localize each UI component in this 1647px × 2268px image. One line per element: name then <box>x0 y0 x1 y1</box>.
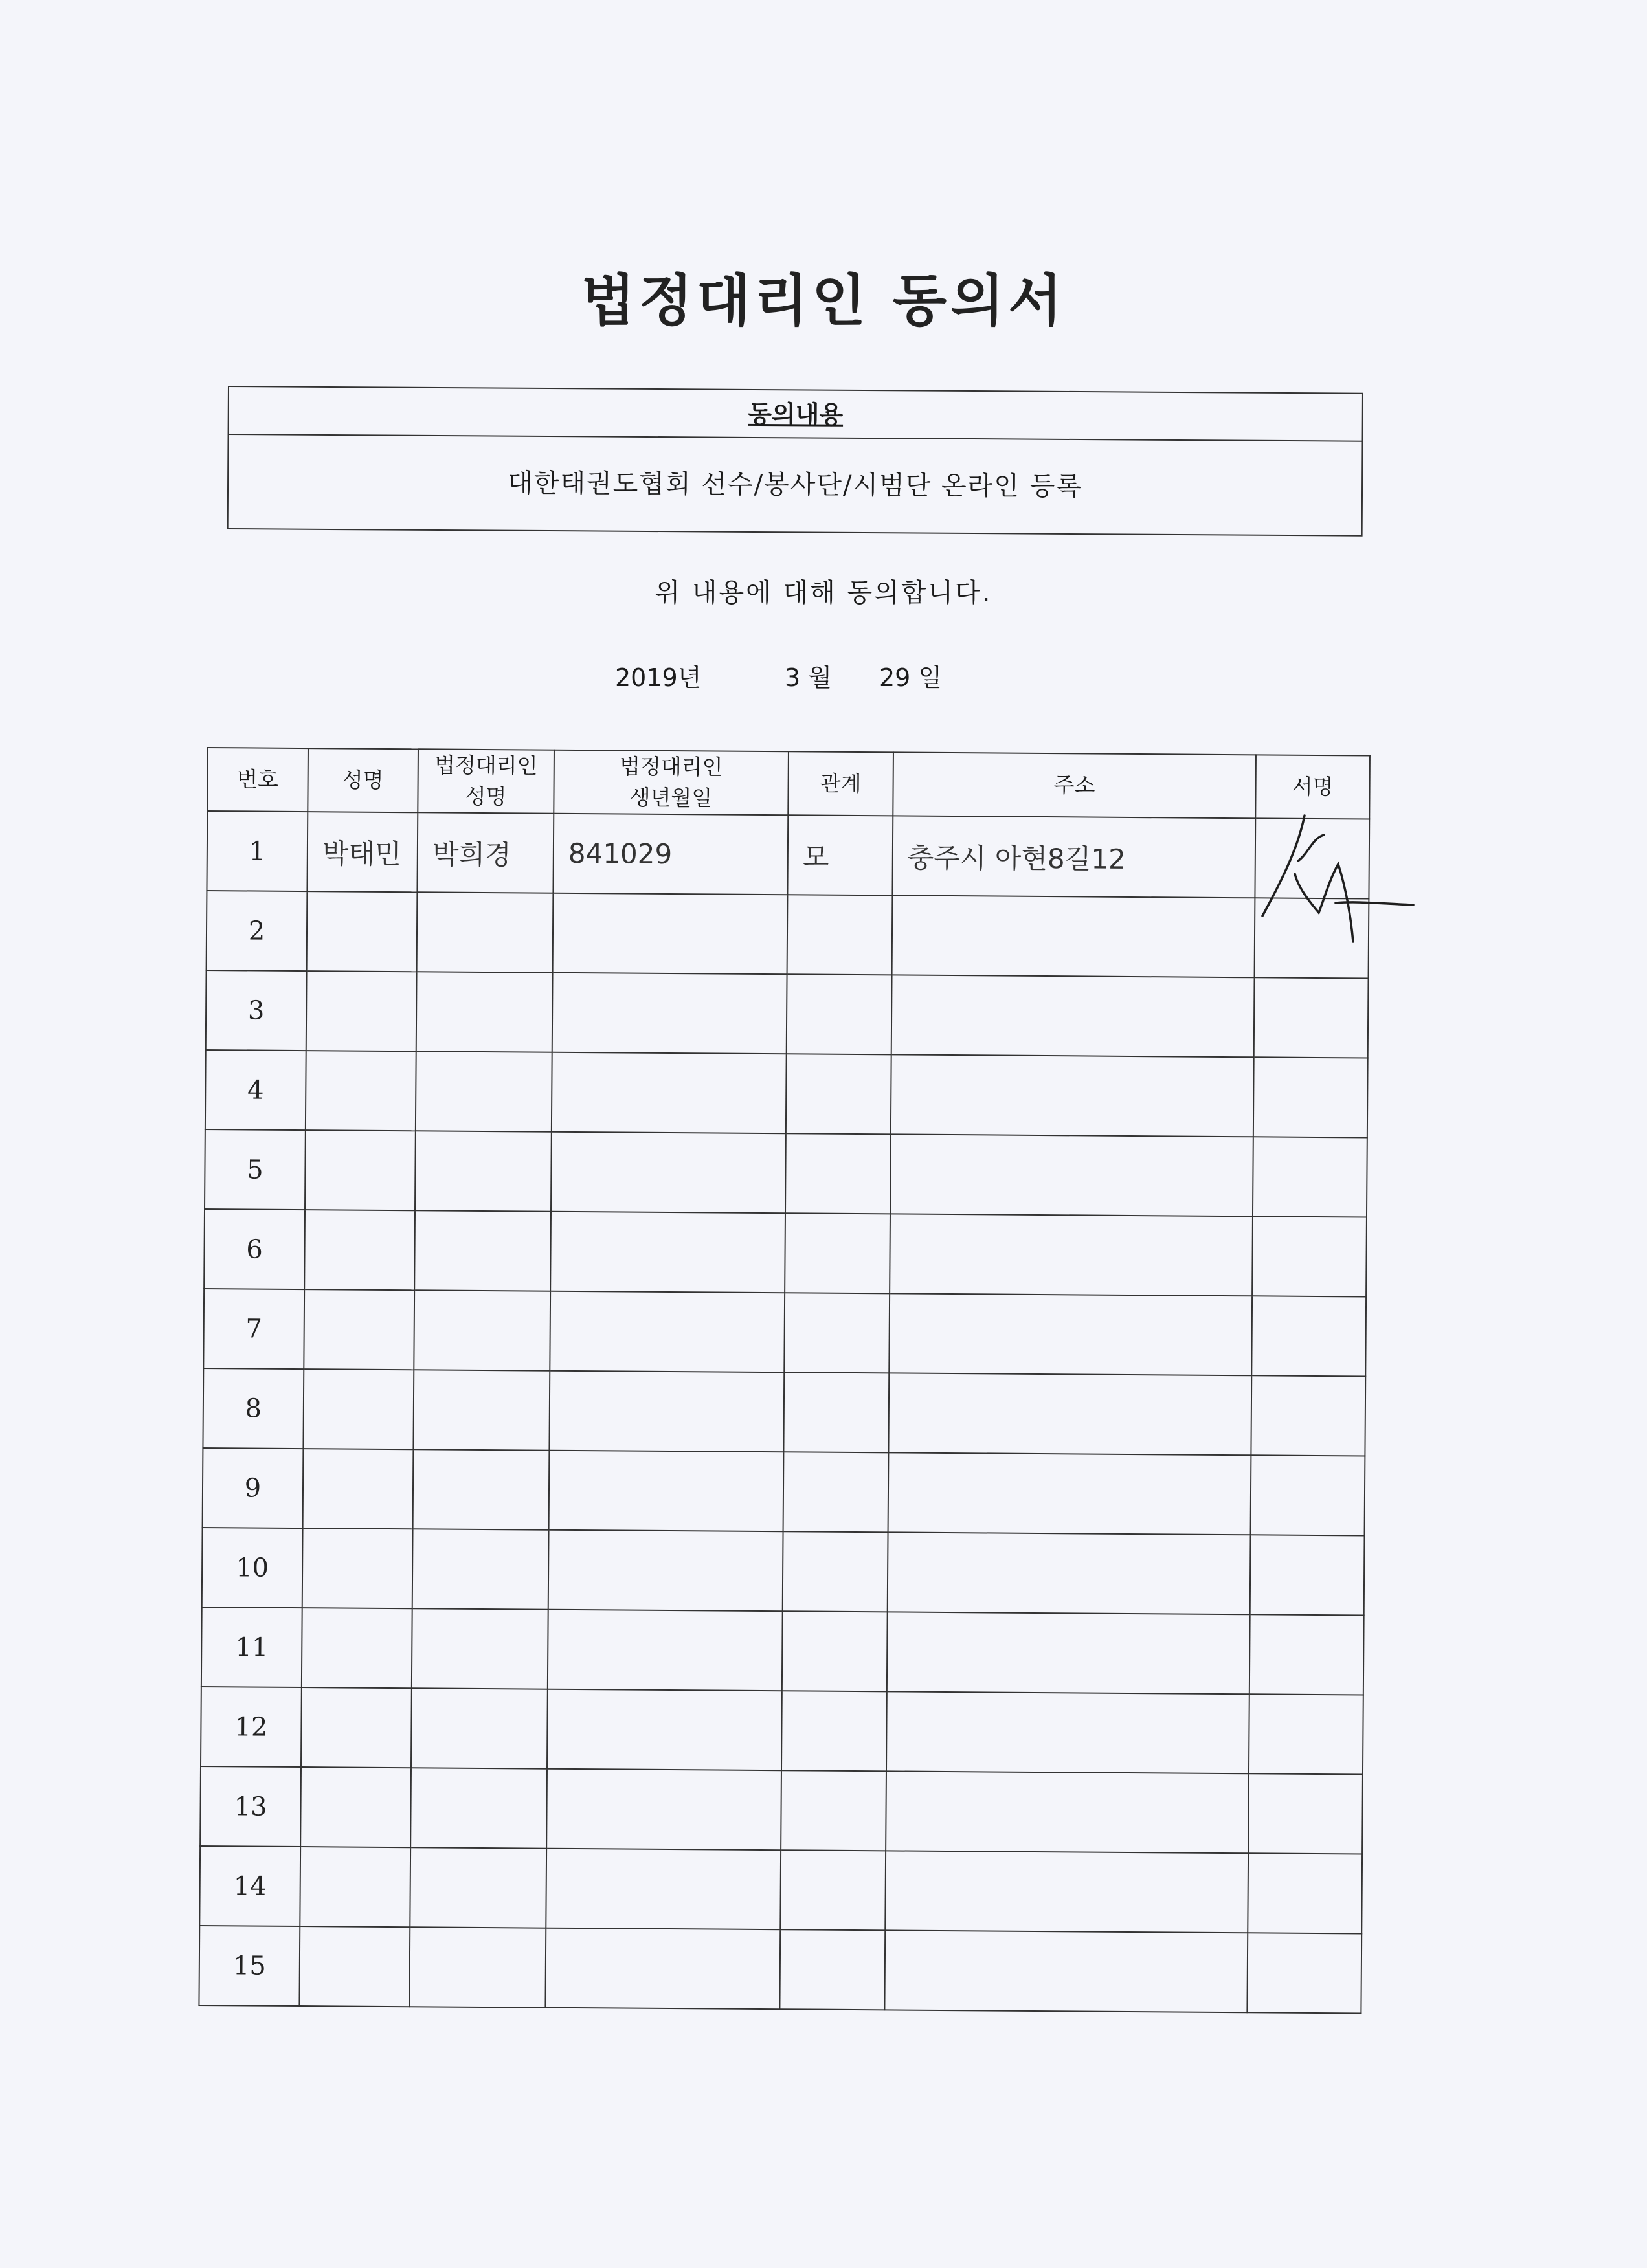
row-signature <box>1251 1455 1365 1535</box>
header-name: 성명 <box>308 748 418 812</box>
header-guardian-name-line2: 성명 <box>465 783 507 810</box>
guardian-consent-table <box>198 747 1371 2014</box>
row-number: 14 <box>199 1846 300 1926</box>
row-relation <box>784 1293 890 1373</box>
row-number: 9 <box>203 1448 304 1528</box>
table-header-row <box>207 748 1370 819</box>
row-signature <box>1252 1216 1367 1296</box>
row-number: 1 <box>207 811 308 891</box>
table-row <box>203 1368 1365 1456</box>
row-name: 박태민 <box>307 812 418 892</box>
row-relation <box>785 1213 890 1293</box>
row-signature <box>1249 1694 1363 1774</box>
table-row <box>203 1289 1366 1377</box>
row-signature <box>1250 1535 1365 1615</box>
row-address <box>888 1452 1251 1535</box>
table-body <box>199 811 1369 2013</box>
row-name <box>306 1051 416 1131</box>
row-number: 4 <box>205 1050 306 1130</box>
header-address: 주소 <box>893 752 1256 818</box>
header-guardian-birth-line1: 법정대리인 <box>619 753 723 780</box>
table-row <box>202 1528 1365 1616</box>
table-row <box>203 1448 1365 1536</box>
row-signature <box>1253 1137 1367 1217</box>
row-guardian-name <box>413 1370 550 1450</box>
row-relation <box>785 1133 891 1214</box>
consent-content-body: 대한태권도협회 선수/봉사단/시범단 온라인 등록 <box>507 468 1083 502</box>
row-guardian-birth <box>548 1530 783 1612</box>
row-address <box>888 1532 1251 1614</box>
row-signature <box>1253 1057 1368 1137</box>
row-relation <box>781 1691 887 1771</box>
row-number: 10 <box>202 1528 303 1608</box>
row-relation <box>786 1054 891 1134</box>
table-row <box>201 1687 1363 1775</box>
row-guardian-name: 박희경 <box>417 812 554 893</box>
table-row <box>199 1846 1362 1934</box>
row-guardian-name <box>412 1608 548 1689</box>
row-number: 12 <box>201 1687 302 1767</box>
row-guardian-name <box>409 1927 546 2007</box>
row-guardian-birth: 841029 <box>553 814 788 895</box>
row-signature <box>1248 1773 1363 1854</box>
table-row <box>206 970 1369 1058</box>
row-address <box>892 895 1255 977</box>
row-guardian-name <box>415 1131 552 1211</box>
row-address <box>891 975 1255 1057</box>
row-guardian-birth <box>546 1849 781 1930</box>
table-row <box>207 811 1369 899</box>
row-guardian-birth <box>550 1212 785 1293</box>
row-signature <box>1254 977 1369 1058</box>
row-number: 6 <box>204 1209 305 1289</box>
row-name <box>300 1847 410 1927</box>
row-address <box>885 1851 1248 1933</box>
consent-content-box <box>227 386 1363 537</box>
row-address <box>886 1771 1249 1853</box>
row-address <box>890 1214 1253 1296</box>
row-address <box>888 1373 1251 1455</box>
row-name <box>303 1369 414 1449</box>
row-signature <box>1251 1375 1365 1456</box>
row-guardian-birth <box>546 1769 781 1851</box>
row-guardian-name <box>410 1847 546 1928</box>
row-number: 8 <box>203 1368 304 1449</box>
table-row <box>204 1209 1367 1297</box>
row-relation <box>780 1850 886 1930</box>
row-address <box>887 1612 1250 1694</box>
table-row <box>207 891 1369 979</box>
row-relation <box>783 1452 889 1532</box>
row-signature <box>1251 1296 1366 1376</box>
header-guardian-name <box>418 749 554 813</box>
row-guardian-birth <box>550 1291 785 1373</box>
row-guardian-name <box>411 1688 548 1768</box>
date-day: 29 일 <box>879 663 943 692</box>
row-name <box>302 1608 412 1688</box>
date-month: 3 월 <box>785 663 832 692</box>
row-name <box>304 1210 415 1290</box>
table-row <box>205 1129 1367 1217</box>
row-guardian-name <box>414 1290 550 1370</box>
row-guardian-name <box>416 1051 552 1131</box>
row-guardian-birth <box>551 1132 786 1214</box>
row-guardian-name <box>413 1449 550 1529</box>
row-relation <box>787 974 892 1054</box>
row-relation <box>783 1372 889 1452</box>
row-name <box>305 1130 416 1210</box>
consent-content-header: 동의내용 <box>229 387 1362 442</box>
header-number: 번호 <box>207 748 308 812</box>
header-guardian-birth-line2: 생년월일 <box>629 784 713 811</box>
row-guardian-birth <box>552 1052 787 1134</box>
row-address <box>884 1930 1248 2012</box>
row-guardian-birth <box>547 1689 782 1771</box>
row-name <box>307 891 418 972</box>
row-number: 15 <box>199 1926 300 2006</box>
row-name <box>301 1687 412 1768</box>
row-name <box>306 971 417 1051</box>
row-name <box>300 1767 411 1847</box>
table-row <box>201 1607 1364 1695</box>
row-guardian-birth <box>549 1451 784 1532</box>
row-relation <box>779 1929 885 2010</box>
agreement-statement: 위 내용에 대해 동의합니다. <box>655 578 992 608</box>
row-signature <box>1247 1933 1361 2013</box>
row-address <box>889 1293 1252 1375</box>
row-relation <box>781 1770 886 1851</box>
row-relation <box>787 895 893 975</box>
row-number: 13 <box>200 1766 301 1847</box>
date-year: 2019년 <box>615 663 702 692</box>
row-number: 3 <box>206 970 307 1051</box>
row-relation <box>782 1611 888 1691</box>
row-guardian-birth <box>552 973 787 1054</box>
row-signature <box>1249 1614 1364 1695</box>
table-row <box>205 1050 1368 1138</box>
row-guardian-name <box>410 1768 547 1848</box>
row-guardian-birth <box>553 893 788 975</box>
row-number: 11 <box>201 1607 302 1687</box>
row-name <box>302 1528 413 1608</box>
row-address <box>886 1691 1249 1773</box>
table-row <box>200 1766 1363 1854</box>
header-signature: 서명 <box>1255 755 1370 819</box>
row-relation <box>783 1531 888 1612</box>
row-guardian-birth <box>545 1928 780 2010</box>
row-number: 5 <box>205 1129 306 1210</box>
row-number: 2 <box>207 891 308 971</box>
row-name <box>299 1926 410 2007</box>
row-address <box>890 1134 1253 1216</box>
document-title: 법정대리인 동의서 <box>581 269 1066 333</box>
row-guardian-name <box>417 892 554 972</box>
row-address: 충주시 아현8길12 <box>892 816 1255 898</box>
header-relation: 관계 <box>788 751 893 816</box>
row-guardian-name <box>412 1529 549 1609</box>
row-name <box>304 1289 414 1370</box>
row-guardian-name <box>416 972 553 1052</box>
row-relation: 모 <box>787 815 893 895</box>
handwritten-signature <box>1259 803 1415 945</box>
row-guardian-birth <box>548 1610 783 1691</box>
row-number: 7 <box>203 1289 304 1369</box>
table-row <box>199 1926 1361 2014</box>
row-guardian-birth <box>549 1371 784 1452</box>
header-guardian-name-line1: 법정대리인 <box>434 752 538 779</box>
row-name <box>303 1449 414 1529</box>
row-guardian-name <box>414 1210 551 1291</box>
row-address <box>891 1054 1254 1137</box>
header-guardian-birth <box>554 750 789 816</box>
row-signature <box>1248 1853 1362 1933</box>
